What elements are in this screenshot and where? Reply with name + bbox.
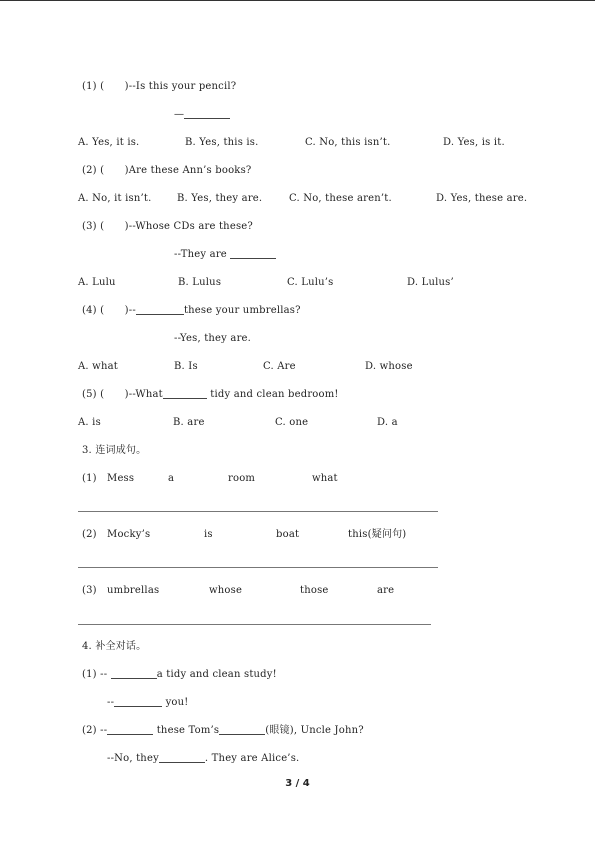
option-2-3-a: A. Lulu xyxy=(78,277,116,288)
question-4-1-line-2: -- you! xyxy=(107,697,189,708)
answer-blank[interactable] xyxy=(230,248,276,259)
word-3-2-2: is xyxy=(204,529,213,540)
option-2-1-c: C. No, this isn’t. xyxy=(305,137,391,148)
option-2-1-a: A. Yes, it is. xyxy=(78,137,140,148)
option-2-4-c: C. Are xyxy=(263,361,296,372)
option-2-5-a: A. is xyxy=(78,417,101,428)
option-2-5-b: B. are xyxy=(173,417,205,428)
answer-line-3-1[interactable] xyxy=(78,511,438,512)
question-2-5: (5) ( )--What tidy and clean bedroom! xyxy=(82,389,339,400)
option-2-5-c: C. one xyxy=(275,417,309,428)
answer-line-3-2[interactable] xyxy=(78,567,438,568)
section-3-heading: 3. 连词成句。 xyxy=(82,445,147,456)
question-3-1-number: (1) xyxy=(82,473,97,484)
option-2-3-b: B. Lulus xyxy=(178,277,222,288)
option-2-2-d: D. Yes, these are. xyxy=(436,193,528,204)
question-4-2-line-2: --No, they . They are Alice’s. xyxy=(107,753,300,764)
word-3-3-3: those xyxy=(300,585,329,596)
answer-line-3-3[interactable] xyxy=(78,624,431,625)
page-number: 3 / 4 xyxy=(285,778,310,789)
option-2-5-d: D. a xyxy=(377,417,398,428)
option-2-4-b: B. Is xyxy=(174,361,198,372)
word-3-2-3: boat xyxy=(276,529,300,540)
option-2-1-d: D. Yes, is it. xyxy=(443,137,505,148)
answer-blank[interactable] xyxy=(111,668,157,679)
option-2-2-b: B. Yes, they are. xyxy=(177,193,263,204)
word-3-1-2: a xyxy=(168,473,175,484)
question-2-3-answer-line: --They are xyxy=(174,248,276,261)
question-2-4-answer: --Yes, they are. xyxy=(174,333,252,344)
answer-blank[interactable] xyxy=(163,388,207,399)
answer-blank[interactable] xyxy=(219,724,265,735)
option-2-1-b: B. Yes, this is. xyxy=(185,137,259,148)
word-3-1-1: Mess xyxy=(107,473,135,484)
option-2-3-c: C. Lulu’s xyxy=(287,277,334,288)
option-2-2-c: C. No, these aren’t. xyxy=(289,193,392,204)
answer-blank[interactable] xyxy=(107,724,153,735)
question-2-1-answer-line: — xyxy=(174,108,230,121)
answer-blank[interactable] xyxy=(159,752,205,763)
word-3-3-2: whose xyxy=(209,585,243,596)
answer-blank[interactable] xyxy=(114,696,162,707)
word-3-1-3: room xyxy=(228,473,256,484)
option-2-4-d: D. whose xyxy=(365,361,413,372)
question-2-3: (3) ( )--Whose CDs are these? xyxy=(82,221,253,232)
word-3-2-4: this(疑问句) xyxy=(348,529,407,540)
answer-blank[interactable] xyxy=(184,108,230,119)
page-top-border xyxy=(0,0,595,1)
question-4-2-line-1: (2) -- these Tom’s (眼镜), Uncle John? xyxy=(82,725,364,736)
question-2-2: (2) ( )Are these Ann’s books? xyxy=(82,165,252,176)
question-4-1-line-1: (1) -- a tidy and clean study! xyxy=(82,669,277,680)
option-2-2-a: A. No, it isn’t. xyxy=(78,193,152,204)
answer-blank[interactable] xyxy=(136,304,184,315)
word-3-3-1: umbrellas xyxy=(107,585,160,596)
question-2-4: (4) ( )-- these your umbrellas? xyxy=(82,305,301,316)
question-3-2-number: (2) xyxy=(82,529,97,540)
word-3-1-4: what xyxy=(312,473,338,484)
section-4-heading: 4. 补全对话。 xyxy=(82,641,147,652)
question-3-3-number: (3) xyxy=(82,585,97,596)
option-2-3-d: D. Lulus’ xyxy=(407,277,454,288)
word-3-2-1: Mocky’s xyxy=(107,529,151,540)
option-2-4-a: A. what xyxy=(78,361,118,372)
question-2-1: (1) ( )--Is this your pencil? xyxy=(82,81,237,92)
word-3-3-4: are xyxy=(377,585,395,596)
